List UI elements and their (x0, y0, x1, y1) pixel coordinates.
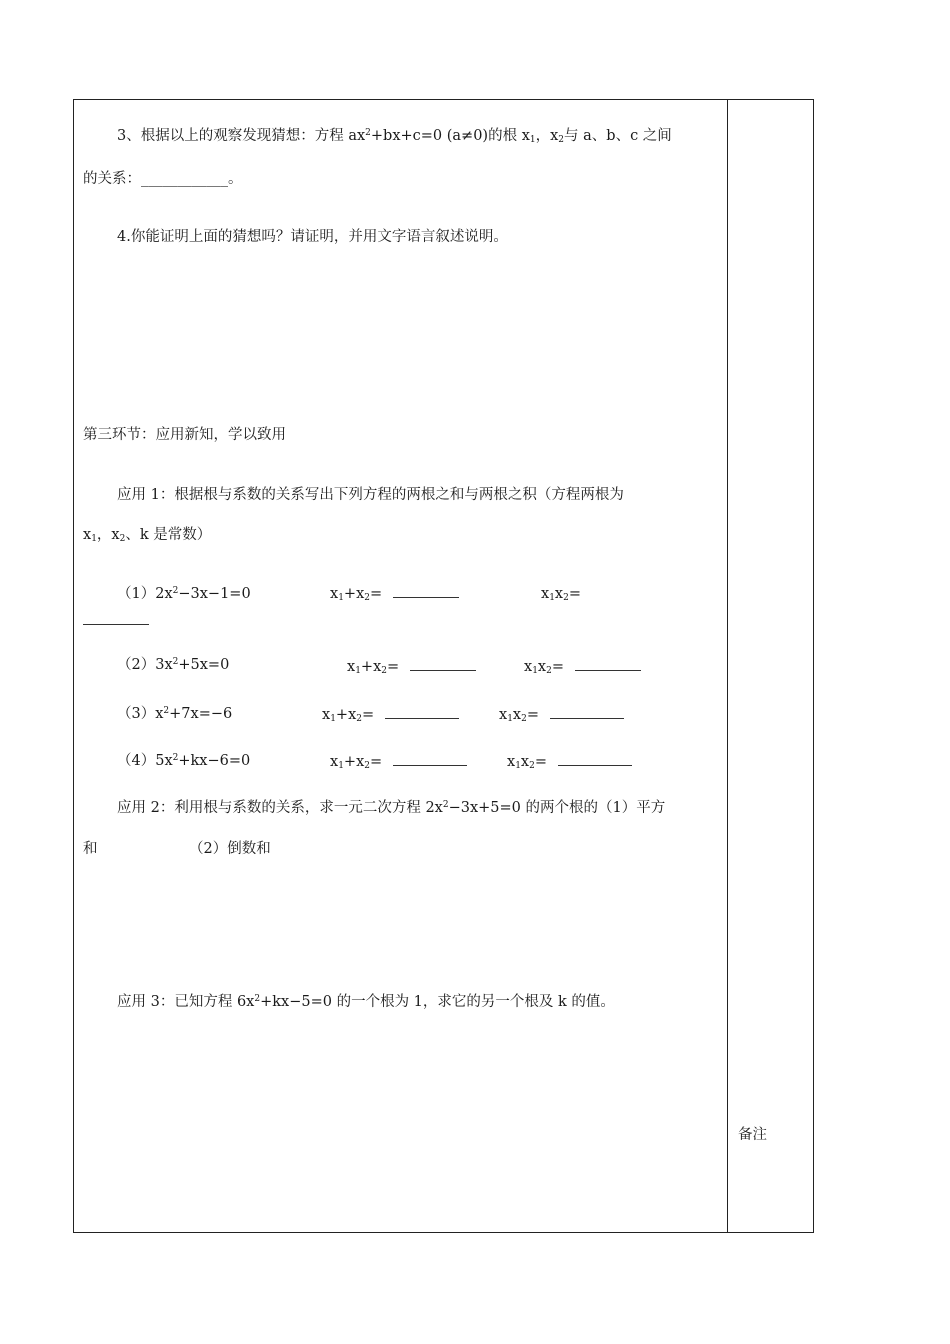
sum-blank-2[interactable]: $x_1+x_2=$ (347, 658, 476, 676)
column-divider (727, 99, 728, 1233)
equation-3: $(3)x^2+7x=-6$ (117, 706, 233, 722)
q4-text: 4.你能证明上面的猜想吗？请证明，并用文字语言叙述说明。 (117, 229, 508, 245)
sum-blank-4[interactable]: $x_1+x_2=$ (330, 753, 467, 771)
q3-text-d: 与 a、b、c 之间 (564, 128, 672, 144)
app3-text: 应用 3：已知方程 $6x^2+kx-5=0$ 的一个根为 1，求它的另一个根及 k 的值。 (117, 994, 615, 1010)
product-blank-3[interactable]: $x_1x_2=$ (499, 706, 624, 724)
product-blank-1-line (83, 624, 149, 625)
app1-line2: $x_1$，$x_2$、k 是常数） (83, 527, 212, 544)
q3-sup: 2 (365, 128, 371, 138)
sum-blank-1[interactable]: $x_1+x_2=$ (330, 585, 459, 603)
q3-sub1: 1 (529, 135, 536, 145)
remark-label: 备注 (738, 1127, 767, 1143)
product-blank-2[interactable]: $x_1x_2=$ (524, 658, 641, 676)
equation-1: $(1)2x^2-3x-1=0$ (117, 586, 251, 602)
q3-sub2: 2 (558, 135, 565, 145)
q3-text-a: 3、根据以上的观察发现猜想：方程 ax (117, 128, 366, 144)
section3-heading: 第三环节：应用新知，学以致用 (83, 427, 286, 443)
q3-text-b: +bx+c=0 (a≠0)的根 x (370, 128, 530, 144)
app2-line1: 应用 2：利用根与系数的关系，求一元二次方程 $2x^2-3x+5=0$ 的两个根的（1）平方 (117, 800, 666, 816)
sum-blank-3[interactable]: $x_1+x_2=$ (322, 706, 459, 724)
app2-line2a: 和 (83, 841, 98, 857)
app2-line2b: （2）倒数和 (189, 841, 271, 857)
q3-text-c: ，x (535, 128, 559, 144)
equation-4: $(4)5x^2+kx-6=0$ (117, 753, 251, 769)
equation-2: $(2)3x^2+5x=0$ (117, 657, 230, 673)
product-blank-1[interactable]: $x_1x_2=$ (541, 586, 581, 603)
product-blank-4[interactable]: $x_1x_2=$ (507, 753, 632, 771)
app1-line1: 应用 1：根据根与系数的关系写出下列方程的两根之和与两根之积（方程两根为 (117, 487, 624, 503)
q3-line2: 的关系：____________。 (83, 171, 243, 187)
q3-line1 (117, 127, 672, 145)
